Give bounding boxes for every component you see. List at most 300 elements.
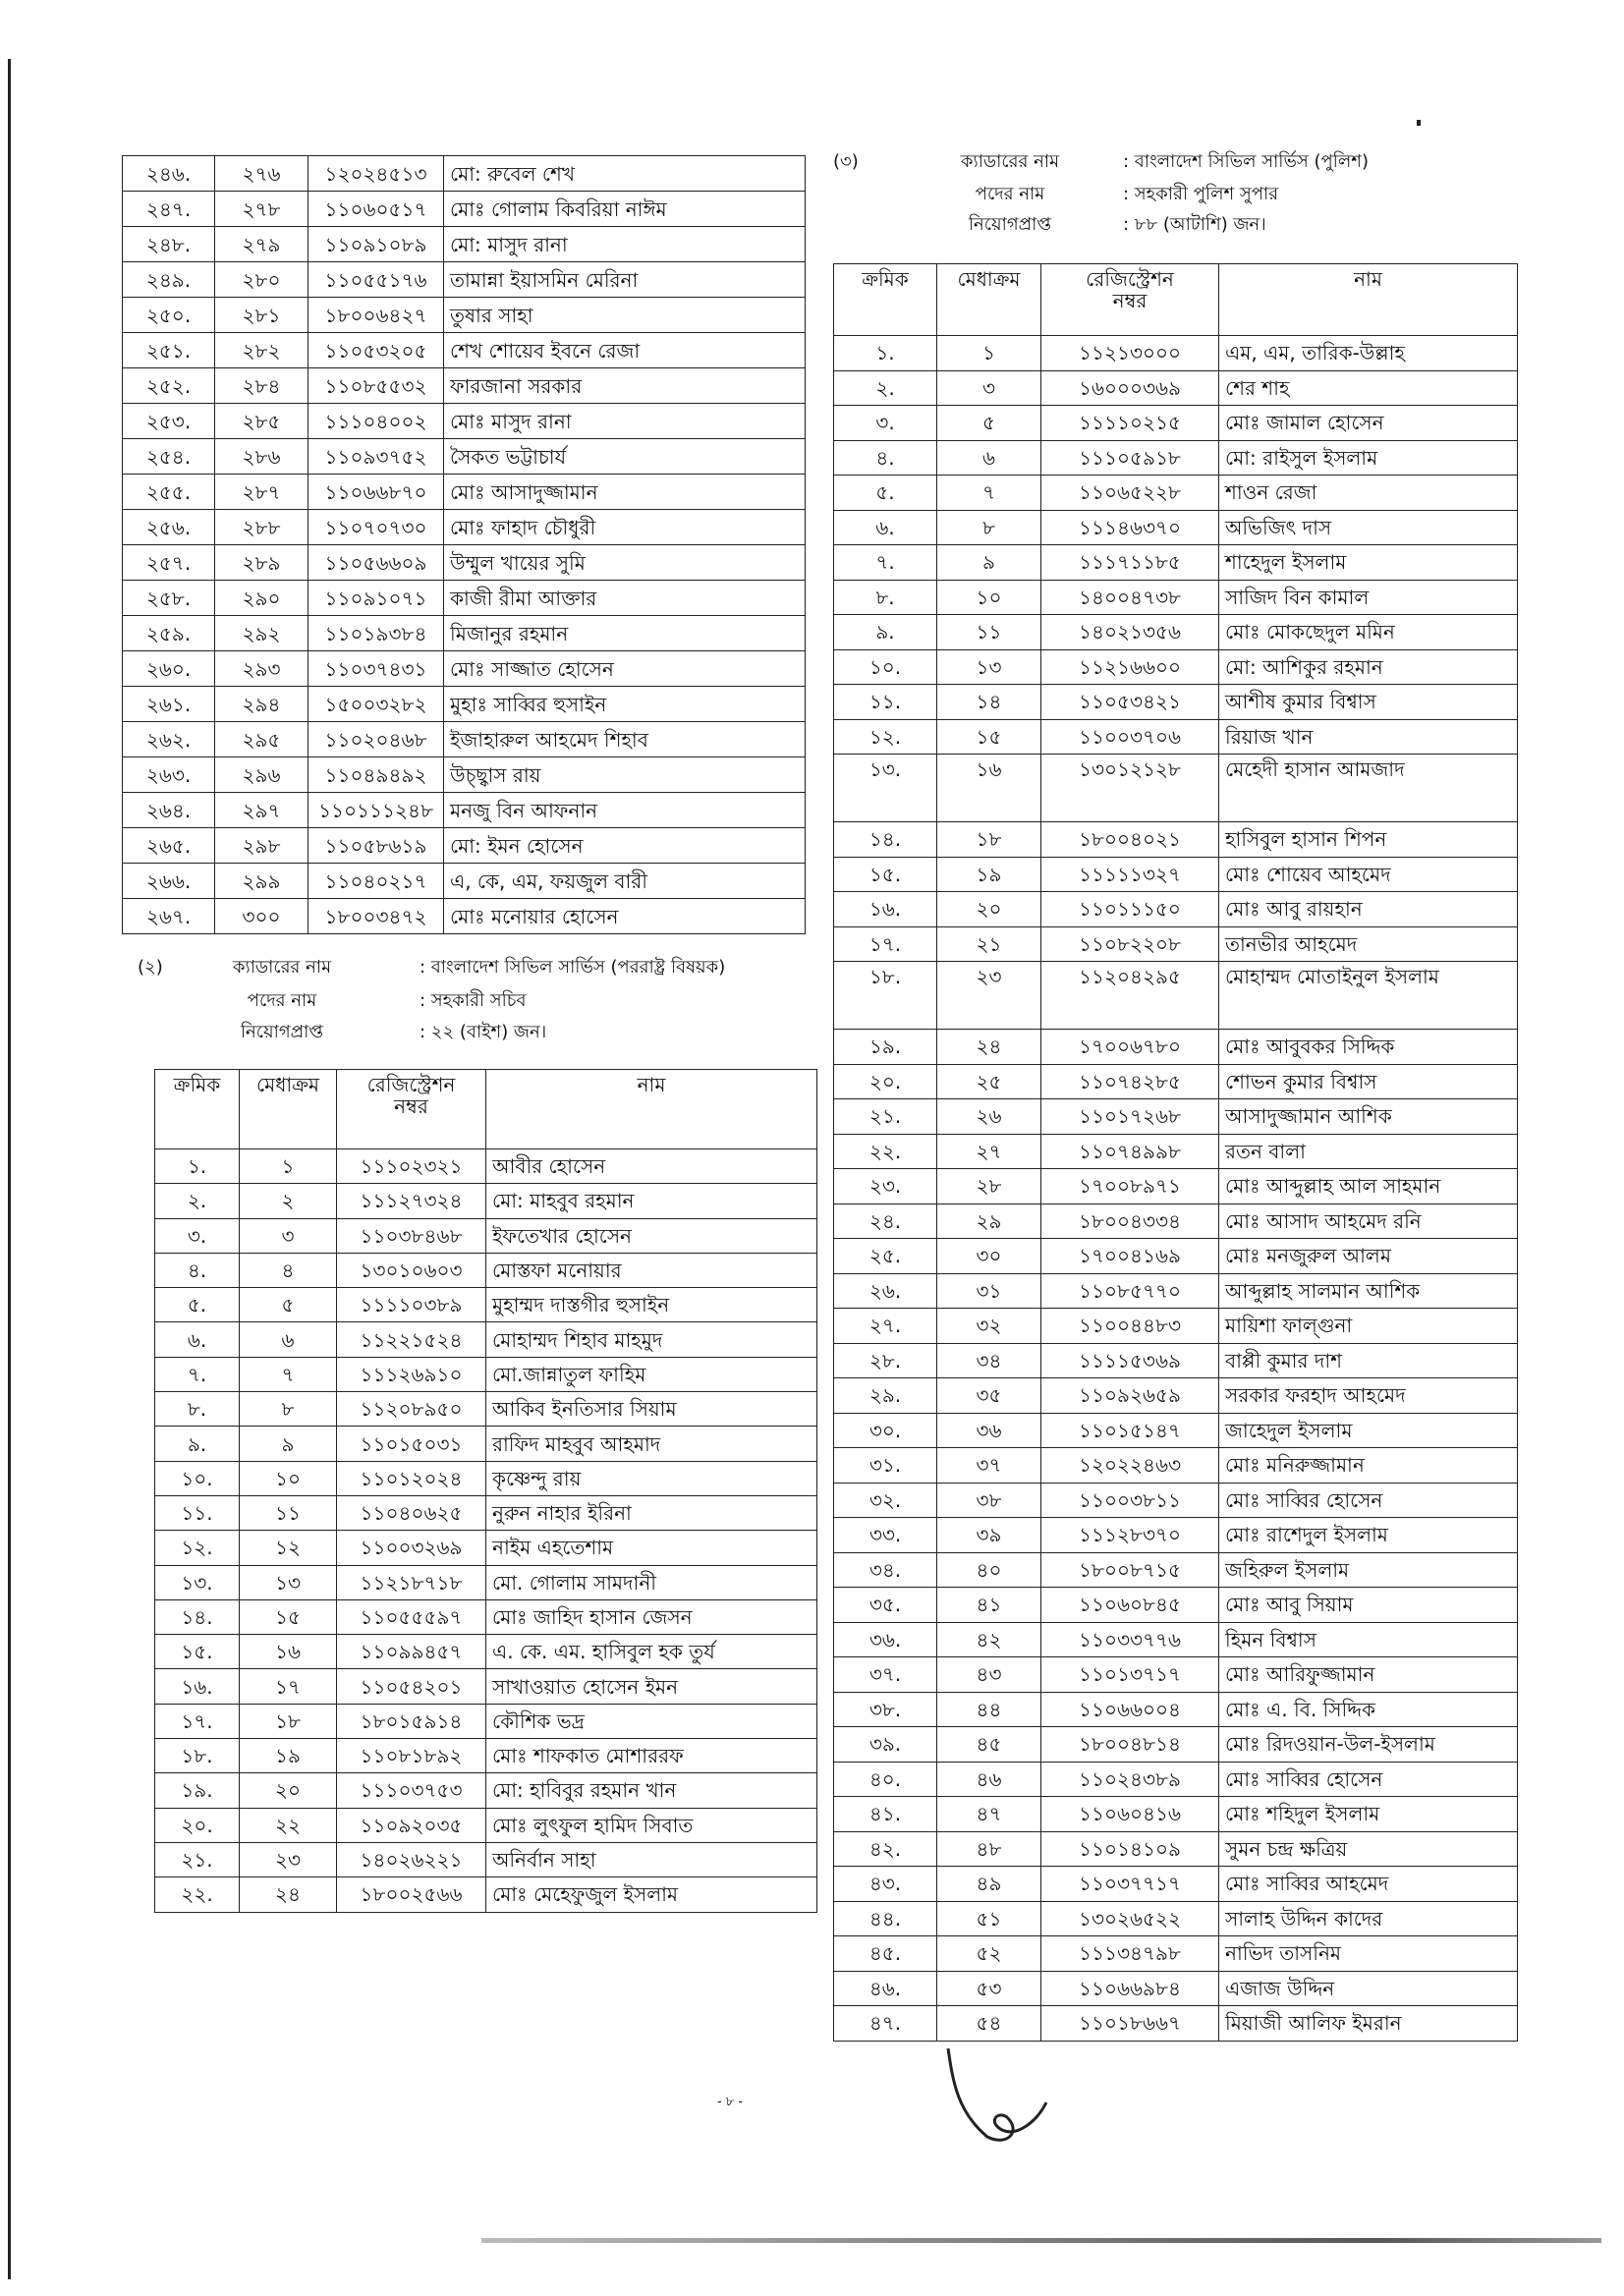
serial-cell: ১০.: [834, 649, 937, 685]
name-cell: সাখাওয়াত হোসেন ইমন: [486, 1669, 817, 1704]
registration-cell: ১১০৬০৫১৭: [308, 192, 444, 227]
merit-cell: ৪৭: [937, 1797, 1041, 1832]
table-row: [155, 1842, 817, 1876]
merit-cell: ২৭৯: [215, 227, 308, 262]
header-name: নাম: [486, 1070, 817, 1149]
serial-cell: ৩৯.: [834, 1727, 937, 1763]
merit-cell: ২: [240, 1184, 337, 1218]
header-serial: ক্রমিক: [155, 1070, 240, 1149]
serial-cell: ১৭.: [834, 926, 937, 962]
name-cell: মো: মাহবুব রহমান: [486, 1184, 817, 1218]
post-label: পদের নাম: [975, 184, 1045, 204]
registration-cell: ১১০৬৬৯৮৪: [1041, 1971, 1219, 2006]
registration-cell: ১১০০৪৪৮৩: [1041, 1309, 1219, 1344]
table-row: [834, 1588, 1518, 1623]
registration-cell: ১৮০০৪৩৩৪: [1041, 1204, 1219, 1239]
serial-cell: ১২.: [155, 1531, 240, 1565]
registration-cell: ১১০৯৯৪৫৭: [337, 1635, 486, 1669]
merit-cell: ৪১: [937, 1588, 1041, 1623]
merit-cell: ১: [240, 1149, 337, 1184]
registration-cell: ১১১৭১১৮৫: [1041, 545, 1219, 581]
merit-cell: ২৫: [937, 1064, 1041, 1099]
merit-cell: ২৯২: [215, 616, 308, 651]
name-cell: ইফতেখার হোসেন: [486, 1218, 817, 1253]
serial-cell: ৪৭.: [834, 2006, 937, 2042]
table-row: [834, 545, 1518, 581]
serial-cell: ৫.: [155, 1288, 240, 1322]
registration-cell: ১১২১৮৭১৮: [337, 1565, 486, 1599]
registration-cell: ১২০২২৪৬৩: [1041, 1448, 1219, 1484]
registration-cell: ১১১১৫৩৬৯: [1041, 1343, 1219, 1378]
registration-cell: ১১০১১১২৪৮: [308, 793, 444, 828]
header-registration-line2: নম্বর: [394, 1094, 428, 1118]
serial-cell: ৮.: [834, 580, 937, 615]
serial-cell: ২১.: [834, 1099, 937, 1135]
post-label: পদের নাম: [247, 990, 317, 1011]
header-serial: ক্রমিক: [834, 264, 937, 336]
name-cell: মিজানুর রহমান: [444, 616, 806, 651]
name-cell: আবীর হোসেন: [486, 1149, 817, 1184]
serial-cell: ৩.: [834, 406, 937, 441]
registration-cell: ১৮০০৪৮১৪: [1041, 1727, 1219, 1763]
table-row: [834, 1169, 1518, 1204]
merit-cell: ২৩: [240, 1842, 337, 1876]
registration-cell: ১১০৯১০৮৯: [308, 227, 444, 262]
table-row: [155, 1461, 817, 1495]
table-row: [834, 1309, 1518, 1344]
name-cell: তামান্না ইয়াসমিন মেরিনা: [444, 262, 806, 298]
name-cell: শেখ শোয়েব ইবনে রেজা: [444, 333, 806, 368]
serial-cell: ৩৫.: [834, 1588, 937, 1623]
registration-cell: ১১০৩৮৪৬৮: [337, 1218, 486, 1253]
registration-cell: ১১০৫৩২০৫: [308, 333, 444, 368]
serial-cell: ২৫.: [834, 1239, 937, 1274]
serial-cell: ২৪৬.: [123, 156, 215, 192]
serial-cell: ১৫.: [155, 1635, 240, 1669]
table-row: [834, 1064, 1518, 1099]
serial-cell: ২২.: [834, 1134, 937, 1169]
table-row: [834, 510, 1518, 545]
serial-cell: ১৩.: [834, 755, 937, 822]
serial-cell: ২০.: [155, 1808, 240, 1842]
merit-cell: ৫২: [937, 1936, 1041, 1972]
serial-cell: ২৫৮.: [123, 581, 215, 616]
registration-cell: ১৮০১৫৯১৪: [337, 1704, 486, 1738]
registration-cell: ১১১৪৬৩৭০: [1041, 510, 1219, 545]
serial-cell: ৩৭.: [834, 1657, 937, 1693]
registration-cell: ১১১২৮৩৭০: [1041, 1518, 1219, 1553]
table-row: [834, 406, 1518, 441]
registration-cell: ১১০৬০৪১৬: [1041, 1797, 1219, 1832]
serial-cell: ৪.: [834, 440, 937, 476]
name-cell: মোঃ রিদওয়ান-উল-ইসলাম: [1219, 1727, 1518, 1763]
merit-cell: ২০: [937, 892, 1041, 927]
serial-cell: ১৫.: [834, 857, 937, 892]
name-cell: মো: রুবেল শেখ: [444, 156, 806, 192]
serial-cell: ২৫০.: [123, 298, 215, 333]
table-row: [834, 1239, 1518, 1274]
name-cell: জাহেদুল ইসলাম: [1219, 1413, 1518, 1448]
merit-cell: ৭: [937, 476, 1041, 511]
serial-cell: ৮.: [155, 1392, 240, 1427]
table-row: [834, 1727, 1518, 1763]
name-cell: সরকার ফরহাদ আহমেদ: [1219, 1378, 1518, 1414]
merit-cell: ৪৮: [937, 1831, 1041, 1867]
table-row: [123, 687, 806, 722]
header-registration-line1: রেজিস্ট্রেশন: [1086, 267, 1174, 291]
serial-cell: ২১.: [155, 1842, 240, 1876]
merit-cell: ৫৪: [937, 2006, 1041, 2042]
merit-cell: ২৯৭: [215, 793, 308, 828]
serial-cell: ৩২.: [834, 1483, 937, 1518]
registration-cell: ১১০৫৫১৭৬: [308, 262, 444, 298]
table-row: [155, 1599, 817, 1634]
cadre-value: : বাংলাদেশ সিভিল সার্ভিস (পুলিশ): [1123, 151, 1369, 172]
serial-cell: ১৯.: [155, 1773, 240, 1808]
table-row: [834, 1413, 1518, 1448]
name-cell: মোহাম্মদ মোতাইনুল ইসলাম: [1219, 962, 1518, 1030]
name-cell: শোভন কুমার বিশ্বাস: [1219, 1064, 1518, 1099]
table-row: [834, 336, 1518, 371]
registration-cell: ১১০১৮৬৬৭: [1041, 2006, 1219, 2042]
registration-cell: ১১১০৫৯১৮: [1041, 440, 1219, 476]
registration-cell: ১৩০১২১২৮: [1041, 755, 1219, 822]
table-row: [834, 1030, 1518, 1065]
name-cell: রিয়াজ খান: [1219, 719, 1518, 755]
section-number: (২): [138, 957, 163, 978]
table-row: [123, 298, 806, 333]
merit-cell: ২৭: [937, 1134, 1041, 1169]
name-cell: মোঃ ফাহাদ চৌধুরী: [444, 510, 806, 545]
registration-cell: ১১০১২০২৪: [337, 1461, 486, 1495]
serial-cell: ১৪.: [155, 1599, 240, 1634]
serial-cell: ২৫৫.: [123, 475, 215, 510]
serial-cell: ২৪.: [834, 1204, 937, 1239]
name-cell: মোঃ মোকছেদুল মমিন: [1219, 615, 1518, 650]
name-cell: কৌশিক ভদ্র: [486, 1704, 817, 1738]
name-cell: মোঃ গোলাম কিবরিয়া নাঈম: [444, 192, 806, 227]
table-row: [834, 1971, 1518, 2006]
table-row: [155, 1357, 817, 1391]
header-registration: [337, 1070, 486, 1149]
cadre-label: ক্যাডারের নাম: [232, 957, 332, 978]
serial-cell: ১০.: [155, 1461, 240, 1495]
registration-cell: ১১০৮৫৭৭০: [1041, 1273, 1219, 1309]
registration-cell: ১১০৯১০৭১: [308, 581, 444, 616]
serial-cell: ৪৬.: [834, 1971, 937, 2006]
registration-cell: ১১০৫৫৫৯৭: [337, 1599, 486, 1634]
table-row: [155, 1288, 817, 1322]
name-cell: বাপ্পী কুমার দাশ: [1219, 1343, 1518, 1378]
table-row: [834, 1204, 1518, 1239]
merit-cell: ২৮৯: [215, 545, 308, 581]
merit-cell: ৩৭: [937, 1448, 1041, 1484]
appointed-value: : ২২ (বাইশ) জন।: [420, 1022, 547, 1042]
registration-cell: ১৮০০২৫৬৬: [337, 1877, 486, 1912]
registration-cell: ১১০৬৬৮৭০: [308, 475, 444, 510]
registration-cell: ১৭০০৬৭৮০: [1041, 1030, 1219, 1065]
name-cell: নুরুন নাহার ইরিনা: [486, 1495, 817, 1530]
table-row: [123, 864, 806, 899]
serial-cell: ২.: [155, 1184, 240, 1218]
table-row: [155, 1392, 817, 1427]
serial-cell: ২.: [834, 370, 937, 406]
merit-cell: ২৯৪: [215, 687, 308, 722]
merit-cell: ৮: [240, 1392, 337, 1427]
name-cell: এম, এম, তারিক-উল্লাহ: [1219, 336, 1518, 371]
table-row: [834, 1936, 1518, 1972]
section-number: (৩): [833, 151, 859, 172]
registration-cell: ১১১০২৩২১: [337, 1149, 486, 1184]
name-cell: রতন বালা: [1219, 1134, 1518, 1169]
merit-cell: ৪০: [937, 1552, 1041, 1588]
serial-cell: ৬.: [155, 1322, 240, 1357]
table-row: [123, 757, 806, 793]
serial-cell: ২৬৩.: [123, 757, 215, 793]
merit-cell: ৩৮: [937, 1483, 1041, 1518]
table-row: [834, 1797, 1518, 1832]
merit-cell: ২৮৫: [215, 404, 308, 439]
registration-cell: ১১২১৩০০০: [1041, 336, 1219, 371]
serial-cell: ১২.: [834, 719, 937, 755]
serial-cell: ১৮.: [155, 1739, 240, 1773]
merit-cell: ৬: [937, 440, 1041, 476]
merit-cell: ২২: [240, 1808, 337, 1842]
table-row: [123, 227, 806, 262]
table-row: [834, 755, 1518, 822]
registration-cell: ১১০৭৪৯৯৮: [1041, 1134, 1219, 1169]
merit-cell: ৩০০: [215, 899, 308, 934]
name-cell: তুষার সাহা: [444, 298, 806, 333]
table-row: [834, 1518, 1518, 1553]
serial-cell: ৩৮.: [834, 1692, 937, 1727]
table-row: [834, 1378, 1518, 1414]
table-row: [155, 1704, 817, 1738]
name-cell: কৃষ্ণেন্দু রায়: [486, 1461, 817, 1495]
merit-cell: ৪৯: [937, 1867, 1041, 1902]
merit-cell: ২৮৬: [215, 439, 308, 475]
serial-cell: ৯.: [155, 1427, 240, 1461]
table-row: [123, 510, 806, 545]
serial-cell: ৪১.: [834, 1797, 937, 1832]
serial-cell: ২৮.: [834, 1343, 937, 1378]
registration-cell: ১১০২০৪৬৮: [308, 722, 444, 757]
serial-cell: ৯.: [834, 615, 937, 650]
serial-cell: ২৬১.: [123, 687, 215, 722]
name-cell: শের শাহ: [1219, 370, 1518, 406]
name-cell: মুহাঃ সাব্বির হুসাইন: [444, 687, 806, 722]
table-row: [834, 1273, 1518, 1309]
registration-cell: ১১০১৫০৩১: [337, 1427, 486, 1461]
merit-cell: ১০: [937, 580, 1041, 615]
serial-cell: ৩.: [155, 1218, 240, 1253]
merit-cell: ৪৬: [937, 1762, 1041, 1797]
serial-cell: ১৬.: [834, 892, 937, 927]
table-row: [834, 926, 1518, 962]
name-cell: অভিজিৎ দাস: [1219, 510, 1518, 545]
merit-cell: ৯: [937, 545, 1041, 581]
scan-left-edge: [8, 59, 11, 2279]
registration-cell: ১১০৭৪২৮৫: [1041, 1064, 1219, 1099]
merit-cell: ৩২: [937, 1309, 1041, 1344]
cadre-value: : বাংলাদেশ সিভিল সার্ভিস (পররাষ্ট্র বিষয়ক): [420, 957, 726, 978]
merit-cell: ২৯৮: [215, 828, 308, 864]
name-cell: এজাজ উদ্দিন: [1219, 1971, 1518, 2006]
table-row: [123, 616, 806, 651]
registration-cell: ১১২২১৫২৪: [337, 1322, 486, 1357]
table-row: [834, 719, 1518, 755]
table-row: [155, 1635, 817, 1669]
name-cell: মোঃ শহিদুল ইসলাম: [1219, 1797, 1518, 1832]
table-row: [123, 828, 806, 864]
table-row: [123, 439, 806, 475]
merit-cell: ১৮: [240, 1704, 337, 1738]
registration-cell: ১১০৫৩৪২১: [1041, 685, 1219, 720]
table-row: [834, 1901, 1518, 1936]
merit-cell: ২৪: [937, 1030, 1041, 1065]
name-cell: মোঃ আবুবকর সিদ্দিক: [1219, 1030, 1518, 1065]
merit-cell: ১৪: [937, 685, 1041, 720]
merit-cell: ২৮: [937, 1169, 1041, 1204]
table-row: [834, 1134, 1518, 1169]
registration-cell: ১১০১৫১৪৭: [1041, 1413, 1219, 1448]
table-row: [834, 1692, 1518, 1727]
merit-cell: ৮: [937, 510, 1041, 545]
name-cell: রাফিদ মাহবুব আহমাদ: [486, 1427, 817, 1461]
registration-cell: ১১০৯২০৩৫: [337, 1808, 486, 1842]
table-row: [834, 1448, 1518, 1484]
registration-cell: ১৮০০৪০২১: [1041, 822, 1219, 858]
registration-cell: ১৪০২১৩৫৬: [1041, 615, 1219, 650]
registration-cell: ১৭০০৪১৬৯: [1041, 1239, 1219, 1274]
name-cell: শাহেদুল ইসলাম: [1219, 545, 1518, 581]
merit-cell: ৩৫: [937, 1378, 1041, 1414]
name-cell: মোঃ জাহিদ হাসান জেসন: [486, 1599, 817, 1634]
name-cell: মোঃ সাব্বির আহমেদ: [1219, 1867, 1518, 1902]
merit-cell: ৩০: [937, 1239, 1041, 1274]
merit-cell: ৩১: [937, 1273, 1041, 1309]
merit-cell: ৪২: [937, 1622, 1041, 1657]
merit-cell: ২৯৬: [215, 757, 308, 793]
registration-cell: ১১০৬৫২২৮: [1041, 476, 1219, 511]
serial-cell: ৭.: [155, 1357, 240, 1391]
merit-cell: ৬: [240, 1322, 337, 1357]
name-cell: কাজী রীমা আক্তার: [444, 581, 806, 616]
table-row: [123, 404, 806, 439]
registration-cell: ১১০৪০৬২৫: [337, 1495, 486, 1530]
name-cell: মো: হাবিবুর রহমান খান: [486, 1773, 817, 1808]
merit-cell: ৪: [240, 1253, 337, 1287]
merit-cell: ২০: [240, 1773, 337, 1808]
post-value: : সহকারী পুলিশ সুপার: [1123, 184, 1279, 204]
registration-cell: ১১০৭০৭৩০: [308, 510, 444, 545]
name-cell: মো.জান্নাতুল ফাহিম: [486, 1357, 817, 1391]
registration-cell: ১১০৯২৬৫৯: [1041, 1378, 1219, 1414]
foreign-affairs-table: [154, 1069, 817, 1913]
registration-cell: ১৮০০৩৪৭২: [308, 899, 444, 934]
name-cell: এ. কে. এম. হাসিবুল হক তুর্য: [486, 1635, 817, 1669]
name-cell: সুমন চন্দ্র ক্ষত্রিয়: [1219, 1831, 1518, 1867]
table-row: [834, 1552, 1518, 1588]
registration-cell: ১১০৫৮৬১৯: [308, 828, 444, 864]
table-row: [834, 1343, 1518, 1378]
table-row: [155, 1565, 817, 1599]
registration-cell: ১১২১৬৬০০: [1041, 649, 1219, 685]
header-registration-line2: নম্বর: [1112, 289, 1148, 312]
name-cell: মো: মাসুদ রানা: [444, 227, 806, 262]
table-row: [155, 1808, 817, 1842]
serial-cell: ২২.: [155, 1877, 240, 1912]
registration-cell: ১৮০০৮৭১৫: [1041, 1552, 1219, 1588]
header-merit: মেধাক্রম: [240, 1070, 337, 1149]
serial-cell: ২৬২.: [123, 722, 215, 757]
serial-cell: ৩০.: [834, 1413, 937, 1448]
table-row: [834, 1099, 1518, 1135]
registration-cell: ১৪০০৪৭৩৮: [1041, 580, 1219, 615]
merit-cell: ৩৪: [937, 1343, 1041, 1378]
merit-cell: ২৮০: [215, 262, 308, 298]
name-cell: মোঃ আরিফুজ্জামান: [1219, 1657, 1518, 1693]
name-cell: সালাহ উদ্দিন কাদের: [1219, 1901, 1518, 1936]
header-registration: [1041, 264, 1219, 336]
serial-cell: ১.: [834, 336, 937, 371]
appointed-label: নিয়োগপ্রাপ্ত: [240, 1022, 324, 1042]
name-cell: মোঃ আবু রায়হান: [1219, 892, 1518, 927]
serial-cell: ২৬৪.: [123, 793, 215, 828]
registration-cell: ১৮০০৬৪২৭: [308, 298, 444, 333]
serial-cell: ২৬৬.: [123, 864, 215, 899]
serial-cell: ২৫৩.: [123, 404, 215, 439]
header-name: নাম: [1219, 264, 1518, 336]
table-row: [123, 899, 806, 934]
serial-cell: ৪৩.: [834, 1867, 937, 1902]
merit-cell: ৭: [240, 1357, 337, 1391]
merit-cell: ৫১: [937, 1901, 1041, 1936]
merit-cell: ২৭৮: [215, 192, 308, 227]
table-row: [834, 2006, 1518, 2042]
name-cell: মোঃ মাসুদ রানা: [444, 404, 806, 439]
table-row: [123, 545, 806, 581]
serial-cell: ২৫৪.: [123, 439, 215, 475]
name-cell: মোঃ মনিরুজ্জামান: [1219, 1448, 1518, 1484]
registration-cell: ১১০৮১৮৯২: [337, 1739, 486, 1773]
registration-cell: ১১০৫৪২০১: [337, 1669, 486, 1704]
serial-cell: ৩৩.: [834, 1518, 937, 1553]
name-cell: মোঃ সাজ্জাত হোসেন: [444, 651, 806, 687]
serial-cell: ২৫৬.: [123, 510, 215, 545]
table-row: [834, 892, 1518, 927]
table-row: [834, 1867, 1518, 1902]
merit-cell: ৫: [240, 1288, 337, 1322]
serial-cell: ২০.: [834, 1064, 937, 1099]
serial-cell: ২৭.: [834, 1309, 937, 1344]
table-row: [155, 1322, 817, 1357]
merit-cell: ১৩: [240, 1565, 337, 1599]
registration-cell: ১১০৪৯৪৯২: [308, 757, 444, 793]
serial-cell: ২৯.: [834, 1378, 937, 1414]
name-cell: হিমন বিশ্বাস: [1219, 1622, 1518, 1657]
name-cell: মোঃ আসাদুজ্জামান: [444, 475, 806, 510]
merit-cell: ১৫: [240, 1599, 337, 1634]
serial-cell: ২৫৭.: [123, 545, 215, 581]
name-cell: আব্দুল্লাহ সালমান আশিক: [1219, 1273, 1518, 1309]
table-row: [155, 1495, 817, 1530]
signature-mark: [928, 2044, 1056, 2152]
name-cell: ইজাহারুল আহমেদ শিহাব: [444, 722, 806, 757]
name-cell: ফারজানা সরকার: [444, 368, 806, 404]
registration-cell: ১১১৩৪৭৯৮: [1041, 1936, 1219, 1972]
name-cell: মোঃ শাফকাত মোশাররফ: [486, 1739, 817, 1773]
